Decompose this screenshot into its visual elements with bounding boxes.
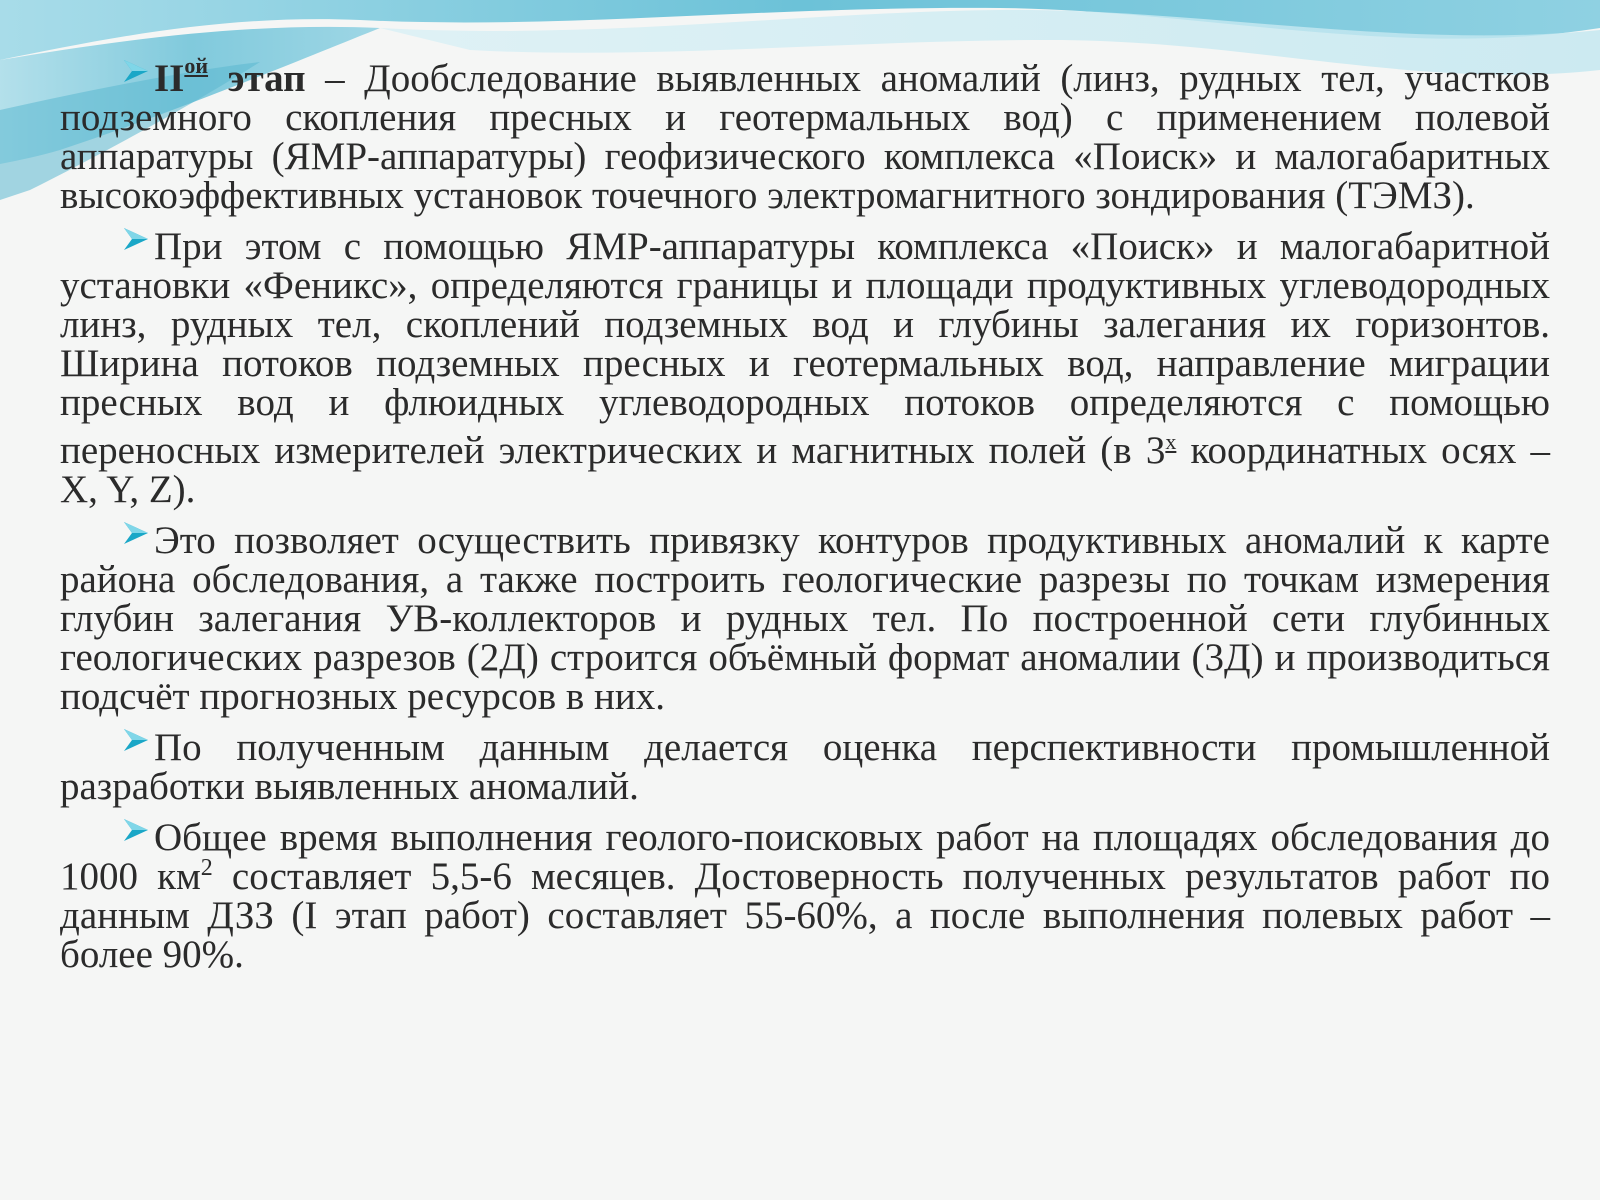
paragraph-mapping	[60, 519, 1550, 716]
stage-word: этап	[227, 57, 306, 100]
paragraph-text: Это позволяет осуществить привязку контуров продуктивных аномалий к карте района обследования, а также построить геологические разрезы по точкам измерения глубин залегания УВ-коллекторов и рудных тел. По построенной сети глубинных геологических разрезов (2Д) строится объёмный формат аномалии (3Д) и производиться подсчёт прогнозных ресурсов в них.	[60, 519, 1550, 718]
arrow-bullet-icon	[122, 726, 150, 754]
paragraph-assessment	[60, 726, 1550, 806]
slide-body	[60, 46, 1550, 984]
paragraph-text: По полученным данным делается оценка перспективности промышленной разработки выявленных аномалий.	[60, 726, 1550, 808]
paragraph-stage-2	[60, 46, 1550, 215]
superscript: х	[1165, 429, 1177, 454]
arrow-bullet-icon	[122, 519, 150, 547]
paragraph-text-end: составляет 5,5-6 месяцев. Достоверность полученных результатов работ по данным ДЗЗ (I этап работ) составляет 55-60%, а после выполнения полевых работ – более 90%.	[60, 855, 1550, 976]
paragraph-nmr	[60, 225, 1550, 509]
paragraph-text: Общее время выполнения геолого-поисковых работ на площадях обследования до 1000 км	[60, 816, 1550, 898]
arrow-bullet-icon	[122, 816, 150, 844]
superscript: 2	[200, 855, 213, 881]
arrow-bullet-icon	[122, 225, 150, 253]
paragraph-text: При этом с помощью ЯМР-аппаратуры комплекса «Поиск» и малогабаритной установки «Феникс», определяются границы и площади продуктивных углеводородных линз, рудных тел, скоплений подземных вод и глубины залегания их горизонтов. Ширина потоков подземных пресных и геотермальных вод, направление миграции пресных вод и флюидных углеводородных потоков определяются с помощью переносных измерителей электрических и магнитных полей (в 3	[60, 225, 1550, 472]
paragraph-text-end: координатных осях – X, Y, Z).	[60, 429, 1550, 511]
stage-number: II	[154, 57, 185, 100]
arrow-bullet-icon	[122, 57, 150, 85]
paragraph-text: – Дообследование выявленных аномалий (линз, рудных тел, участков подземного скопления пресных и геотермальных вод) с применением полевой аппаратуры (ЯМР-аппаратуры) геофизического комплекса «Поиск» и малогабаритных высокоэффективных установок точечного электромагнитного зондирования (ТЭМЗ).	[60, 57, 1550, 217]
stage-suffix: ой	[184, 53, 209, 78]
paragraph-timing	[60, 816, 1550, 974]
